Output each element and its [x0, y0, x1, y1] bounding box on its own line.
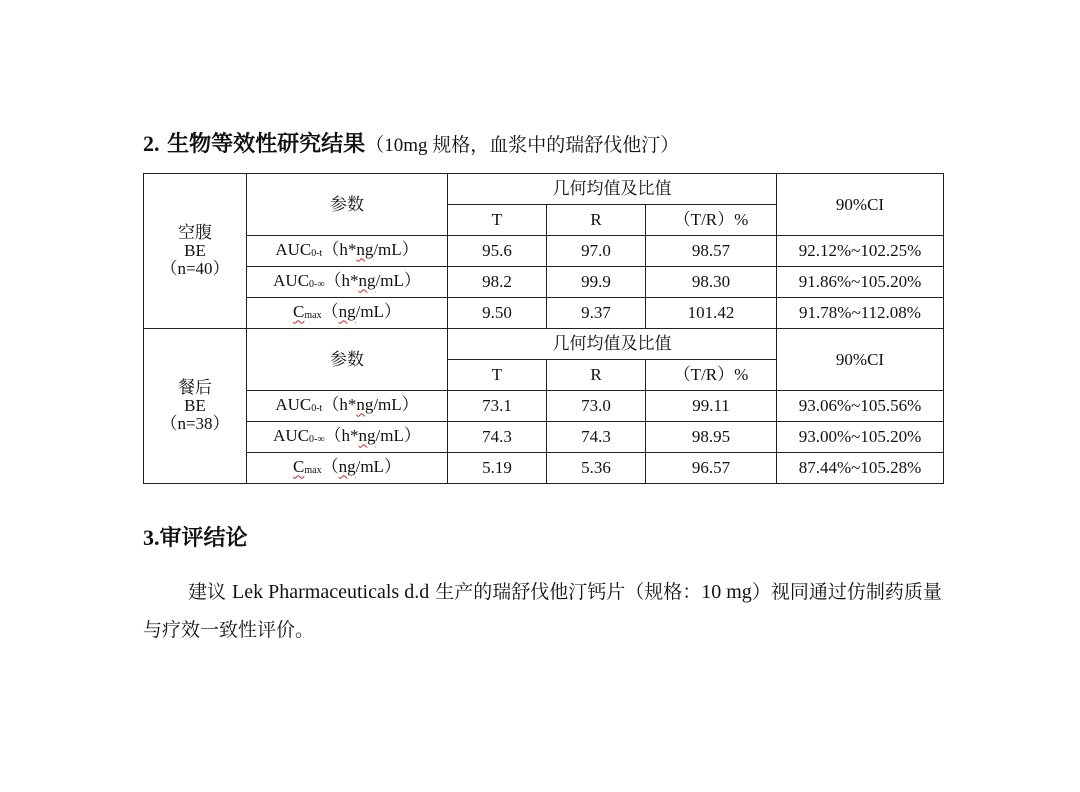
r-value-cell [547, 422, 646, 453]
header-param: 参数 [330, 194, 364, 215]
group-label-cell [144, 174, 247, 329]
ci-value-cell [777, 298, 944, 329]
header-geo: 几何均值及比值 [552, 334, 672, 354]
param-unit-close: /mL） [375, 425, 421, 445]
ci-value-cell [777, 236, 944, 267]
header-ratio-cell [646, 205, 777, 236]
param-cell [247, 422, 448, 453]
header-t: T [491, 365, 503, 384]
r-value-cell [547, 298, 646, 329]
param-subscript: 0-t [311, 247, 323, 259]
param-unit-close: /mL） [375, 270, 421, 290]
r-value-cell [547, 236, 646, 267]
t-value: 98.2 [482, 272, 512, 291]
param-unit-close: /mL） [373, 239, 419, 259]
param-subscript: max [304, 309, 322, 321]
table-row [144, 391, 944, 422]
ci-value: 92.12%~102.25% [798, 241, 922, 260]
param-subscript: max [304, 464, 322, 476]
header-t-cell [448, 205, 547, 236]
param-name: AUC [275, 239, 312, 259]
ratio-value: 96.57 [691, 458, 731, 477]
ci-value: 91.86%~105.20% [798, 272, 922, 291]
ci-value-cell [777, 453, 944, 484]
param-unit-close: /mL） [373, 394, 419, 414]
param-unit-ng: ng [356, 239, 374, 259]
param-subscript: 0-t [311, 402, 323, 414]
param-cell [247, 298, 448, 329]
param-unit-ng: ng [338, 301, 356, 321]
ci-value: 87.44%~105.28% [798, 458, 922, 477]
t-value-cell [448, 236, 547, 267]
param-name: C [293, 456, 305, 476]
ratio-value-cell [646, 422, 777, 453]
r-value-cell [547, 453, 646, 484]
r-value: 9.37 [581, 303, 611, 322]
param-unit-open: （h* [322, 394, 357, 414]
ratio-value-cell [646, 267, 777, 298]
group-label-condition: 餐后 [178, 378, 212, 398]
ratio-value: 99.11 [692, 396, 730, 415]
table-row [144, 236, 944, 267]
r-value-cell [547, 391, 646, 422]
header-geo-cell [448, 174, 777, 205]
header-t-cell [448, 360, 547, 391]
t-value: 9.50 [482, 303, 512, 322]
param-unit-ng: ng [358, 270, 376, 290]
group-label-n: （n=38） [160, 414, 230, 433]
table-row [144, 422, 944, 453]
table-row [144, 453, 944, 484]
header-param-cell [247, 174, 448, 236]
section-3-number: 3. [143, 525, 160, 550]
t-value-cell [448, 453, 547, 484]
ci-value: 93.00%~105.20% [798, 427, 922, 446]
r-value: 99.9 [581, 272, 611, 291]
t-value-cell [448, 422, 547, 453]
ratio-value-cell [646, 298, 777, 329]
param-unit-open: （h* [324, 425, 359, 445]
group-label-cell [144, 329, 247, 484]
t-value: 5.19 [482, 458, 512, 477]
header-param-cell [247, 329, 448, 391]
section-2-subtitle: （10mg 规格，血浆中的瑞舒伐他汀） [365, 135, 680, 156]
ci-value-cell [777, 422, 944, 453]
param-unit-open: （ [321, 456, 339, 476]
table-row [144, 298, 944, 329]
ratio-value: 98.57 [691, 241, 731, 260]
company-name: Lek Pharmaceuticals d.d [232, 581, 430, 603]
conclusion-paragraph [143, 573, 953, 649]
bioequivalence-table [143, 173, 944, 484]
param-cell [247, 391, 448, 422]
ratio-value: 101.42 [687, 303, 735, 322]
ratio-value-cell [646, 391, 777, 422]
group-label-condition: 空腹 [178, 223, 212, 243]
group-label-be: BE [184, 396, 206, 415]
table-header-row [144, 329, 944, 360]
ratio-value-cell [646, 236, 777, 267]
param-name: AUC [273, 425, 310, 445]
header-r: R [590, 365, 602, 384]
t-value-cell [448, 298, 547, 329]
header-ci: 90%CI [835, 194, 885, 214]
param-cell [247, 267, 448, 298]
t-value-cell [448, 391, 547, 422]
param-unit-open: （h* [322, 239, 357, 259]
ci-value: 93.06%~105.56% [798, 396, 922, 415]
section-2-heading [143, 129, 679, 161]
param-subscript: 0-∞ [309, 433, 325, 445]
conclusion-text-2: 生产的瑞舒伐他汀钙片（规格： [429, 581, 702, 603]
header-r-cell [547, 205, 646, 236]
header-param: 参数 [330, 349, 364, 370]
param-subscript: 0-∞ [309, 278, 325, 290]
group-label-be: BE [184, 241, 206, 260]
header-ratio-cell [646, 360, 777, 391]
param-unit-close: /mL） [355, 301, 401, 321]
r-value: 97.0 [581, 241, 611, 260]
group-label-n: （n=40） [160, 259, 230, 278]
header-geo-cell [448, 329, 777, 360]
r-value: 74.3 [581, 427, 611, 446]
t-value-cell [448, 267, 547, 298]
param-name: C [293, 301, 305, 321]
conclusion-text-3: ）视同通过仿制药质量与疗效一致性评价。 [143, 581, 942, 641]
section-3-title: 审评结论 [159, 526, 248, 551]
r-value: 5.36 [581, 458, 611, 477]
t-value: 74.3 [482, 427, 512, 446]
t-value: 73.1 [482, 396, 512, 415]
header-t: T [491, 210, 503, 229]
header-geo: 几何均值及比值 [552, 179, 672, 199]
r-value: 73.0 [581, 396, 611, 415]
table-header-row [144, 174, 944, 205]
header-ci-cell [777, 329, 944, 391]
param-unit-ng: ng [356, 394, 374, 414]
ratio-value: 98.95 [691, 427, 731, 446]
section-2-title: 生物等效性研究结果 [167, 132, 366, 157]
param-unit-close: /mL） [355, 456, 401, 476]
section-3-heading [143, 523, 248, 554]
param-unit-open: （ [321, 301, 339, 321]
table-row [144, 267, 944, 298]
header-ci: 90%CI [835, 349, 885, 369]
header-ci-cell [777, 174, 944, 236]
ci-value-cell [777, 391, 944, 422]
section-2-number: 2. [143, 131, 160, 156]
ci-value: 91.78%~112.08% [799, 303, 921, 322]
header-r: R [590, 210, 602, 229]
param-name: AUC [275, 394, 312, 414]
ratio-value-cell [646, 453, 777, 484]
param-unit-open: （h* [324, 270, 359, 290]
r-value-cell [547, 267, 646, 298]
t-value: 95.6 [482, 241, 512, 260]
param-cell [247, 453, 448, 484]
strength-value: 10 mg [701, 581, 752, 603]
header-ratio: （T/R）% [673, 365, 749, 384]
param-unit-ng: ng [338, 456, 356, 476]
header-r-cell [547, 360, 646, 391]
param-cell [247, 236, 448, 267]
ci-value-cell [777, 267, 944, 298]
conclusion-text-1: 建议 [188, 581, 233, 603]
param-name: AUC [273, 270, 310, 290]
param-unit-ng: ng [358, 425, 376, 445]
ratio-value: 98.30 [691, 272, 731, 291]
header-ratio: （T/R）% [673, 210, 749, 229]
